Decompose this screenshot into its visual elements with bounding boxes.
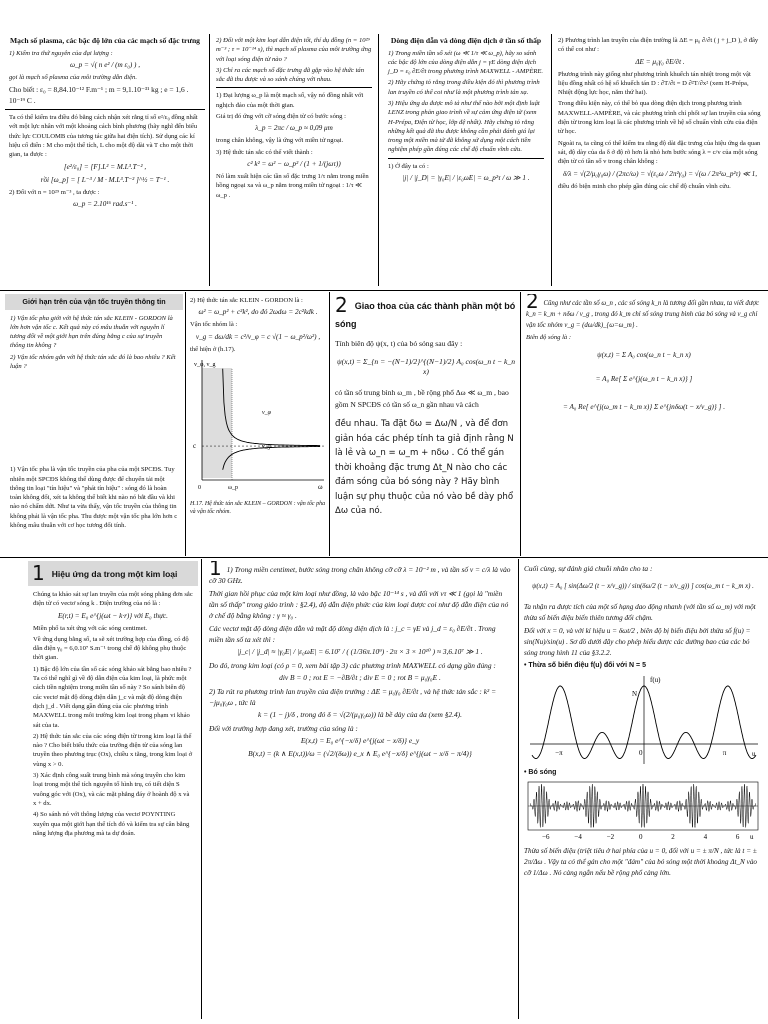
panel-group-velocity: [188, 294, 328, 556]
answer-wavelength-intro: Giá trị đó ứng với cỡ sóng điện từ có bước sóng :: [216, 113, 346, 121]
answer-1: [209, 563, 511, 586]
question-spectrum: có tần số trung bình ω_m , bề rộng phổ Δω ≪ ω_m , bao gồm N SPCĐS có tần số ω_n gần nhau và cách: [335, 388, 509, 409]
equation-psi-final: ψ(x,t) = A₀ [ sin(Δω/2 (t − x/v_g)) / sin(δω/2 (t − x/v_g)) ] cos(ω_m t − k_m x) .: [532, 583, 754, 590]
vertical-rule: [551, 34, 552, 286]
vertical-rule: [209, 34, 210, 286]
question-2: 2) Vận tốc nhóm gắn với hệ thức tán sắc đó là bao nhiêu ? Kết luận ?: [10, 353, 176, 370]
answer-uv: trong chân không, vậy là ứng với miền tử ngoại.: [216, 137, 344, 145]
vg-label: v_g: [262, 443, 271, 450]
x-tick-label: π: [722, 749, 727, 758]
equation-plasma: ω_p = √( n e² / (m ε₀) ) ,: [69, 60, 141, 69]
answer-2: 2) Phương trình lan truyền của điện trường là ΔE = μ₀ ∂/∂t ( j + j_D ), ở đây có thể coi như :: [558, 37, 759, 54]
question-1: 1) Bậc độ lớn của tần số các sóng khảo sát bằng bao nhiêu ? Ta có thể nghĩ gì về độ dẫn điện của kim loại, là phức một cách tiền nghiệm trong miền tần số này ? So sánh biên độ các vectơ mật độ dòng điện dẫn j_c và mật độ dòng điện dịch j_d . Viết dạng gần đúng của các phương trình MAXWELL trong môi trường kim loại trong phạm vi khảo sát của ta.: [33, 665, 192, 729]
x-tick-label: −π: [555, 749, 563, 758]
panel-title: Giới hạn trên của vận tốc truyền thông tin: [22, 297, 166, 306]
equation-ratio: |j_c| / |j_d| ≈ |γ₀E| / |ε₀ωE| = 6.10⁷ / ( (1/36π.10⁹) · 2π × 3 × 10¹⁰ ) ≈ 3,6.10⁷ ≫ 1 .: [237, 647, 483, 656]
panel-plasma-answer: [214, 36, 374, 286]
origin-label: 0: [198, 484, 201, 491]
question-handwritten: đều nhau. Ta đặt δω = Δω/N , và để đơn giản hóa các phép tính ta giả định rằng N là lẻ và ω_n = ω_m + nδω . Có thể gán thời khoảng đặc trưng Δt_N nào cho các đám sóng của bó sóng này ? Hãy bình luận sự phụ thuộc của nó vào bề dày phổ Δω của nó.: [335, 419, 514, 516]
panel-plasma-frequency: [5, 36, 205, 286]
equation-k: k = (1 − j)/δ , trong đó δ = √(2/(μ₀γ₀ω)) là bề dày của da (xem §2.4).: [258, 710, 462, 719]
answer-currents: Các vectơ mật độ dòng điện dẫn và mật độ dòng điện dịch là : j_c = γE và j_d = ε₀ ∂E/∂t . Trong miền tần số ta xét thì :: [209, 624, 496, 644]
answer-3: 3) Hệ thức tán sắc có thể viết thành :: [216, 148, 313, 156]
answer-intro: [526, 296, 762, 331]
x-axis-label: ω: [318, 482, 323, 491]
answer-frequencies: Nó làm xuất hiện các tần số đặc trưng 1/τ nằm trong miền hồng ngoại xa và ω_p nằm trong miền tử ngoại : 1/τ ≪ ω_p .: [216, 172, 369, 199]
section-number: 2: [526, 294, 539, 313]
question-2: 2) Đối với một kim loại dẫn điện tốt, thí dụ đồng (n = 10²⁹ m⁻³ ; τ = 10⁻¹⁴ s), thì mạch số plasma của môi trường ứng với loại sóng điện từ nào ?: [216, 37, 372, 63]
vertical-rule: [201, 559, 202, 1019]
answer-1: 1) Vận tốc pha là vận tốc truyền của pha của một SPCĐS. Tuy nhiên một SPCĐS không thể dùng được để chuyển tải một thông tin loại "tín hiệu" và "phát tín hiệu" : sóng đó là hoàn toàn không đổi, xét ta không thể biết khi nào nó bắt đầu và khi nào nó chấm dứt. Như ta vừa thấy, vận tốc truyền của thông tin không phải là vận tốc pha. Thu được một vận tốc pha lớn hơn c không mâu thuẫn với cơ học tương đối tính.: [10, 466, 178, 530]
equation-wavelength: λ_p = 2πc / ω_p ≈ 0,09 μm: [255, 124, 333, 133]
vertical-rule: [378, 34, 379, 286]
x-tick-label: −4: [574, 832, 582, 841]
c-label: c: [193, 441, 197, 450]
answer-conclusion: điều đó biện minh cho phép gần đúng các chế độ chuẩn vĩnh cửu.: [558, 182, 731, 190]
section-title: Hiệu ứng da trong một kim loại: [51, 569, 178, 579]
x-axis-label: u: [752, 750, 756, 759]
equation-dimension: [e²/ε₀] = [F].L² = M.L³.T⁻² ,: [63, 162, 147, 171]
bullet-modulation-factor: • Thừa số biến điệu f(u) đối với N = 5: [524, 662, 646, 669]
text-copper: Về ứng dụng bằng số, ta sẽ xét trường hợp của đồng, có độ dẫn điện γ₀ = 6,0.10⁷ S.m⁻¹ trong chế độ không phụ thuộc thời gian.: [33, 635, 189, 662]
x-tick-label: −2: [606, 832, 615, 841]
answer-intro: Cuối cùng, sự đánh giá chuỗi nhân cho ta :: [524, 564, 653, 573]
given-data: Cho biết : ε₀ = 8,84.10⁻¹² F.m⁻¹ ; m = 9,1.10⁻³¹ kg ; e = 1,6 . 10⁻¹⁹ C .: [9, 85, 189, 106]
equation-B: B(x,t) = (k ∧ E(x,t))/ω = (√2/(δω)) e_x ∧ E₀ e^{−x/δ} e^{j(ωt − x/δ − π/4)}: [248, 749, 472, 758]
divider: [216, 87, 372, 88]
x-tick-label: 0: [639, 749, 643, 758]
velocity-chart: [190, 356, 326, 498]
question-2: 2) Đối với n = 10²⁹ m⁻³ , ta được :: [9, 188, 100, 196]
answer-text: Cũng như các tần số ω_n , các số sóng k_n là tương đối gần nhau, ta viết được k_n = k_m + nδω / v_g , trong đó k_m chỉ số sóng trung bình của bó sóng và v_g chỉ vận tốc nhóm v_g = (dω/dk)_{ω=ω_m} .: [526, 300, 760, 329]
answer-text: 1) Trong miền centimet, bước sóng trong chân không cỡ cỡ λ = 10⁻² m , và tần số v = c/λ là vào cỡ 30 GHz.: [209, 565, 511, 585]
answer-skin-depth: Ngoài ra, ta cũng có thể kiểm tra rằng độ dài đặc trưng của hiệu ứng da quan sát, độ dày của da δ ở độ rõ hơn là nhỏ hơn bước sóng λ = c/v của một sóng điện từ có tần số v trong chân không :: [558, 139, 761, 166]
text-figure-ref: thể hiện ở (h.17).: [190, 345, 236, 353]
equation-omega-dim: rồi [ω_p] = [ L⁻³ / M · M.L³.T⁻² ]^½ = T⁻¹ .: [40, 175, 170, 184]
equation-ratio: δ/λ = √(2/μ₀γ₀ω) / (2πc/ω) = √(ε₀ω / 2π²γ₀) = √(ω / 2π²ω_p²τ) ≪ 1,: [562, 169, 758, 178]
equation-dispersion: c² k² = ω² − ω_p² / (1 + 1/(jωτ)): [247, 159, 341, 168]
question-text: Tính biên độ ψ(x, t) của bó sóng sau đây :: [335, 339, 463, 348]
panel-skin-effect: [28, 561, 198, 1016]
vertical-rule: [185, 292, 186, 556]
forbidden-band: [202, 368, 232, 478]
question-1: 1) Kiểm tra thứ nguyên của đại lượng :: [9, 49, 113, 57]
answer-2: 2) Ta rút ra phương trình lan truyền của điện trường : ΔE = μ₀γ₀ ∂E/∂t , và hệ thức tán sắc : k² = −jμ₀γ₀ω , tức là: [209, 687, 497, 707]
answer-fields-intro: Đối với trường hợp đang xét, trường của sóng là :: [209, 724, 358, 733]
vertical-rule: [329, 292, 330, 556]
answer-maxwell-intro: Do đó, trong kim loại (có ρ = 0, xem bài tập 3) các phương trình MAXWELL có dạng gần đúng :: [209, 661, 496, 670]
intro: Chúng ta khảo sát sự lan truyền của một sóng phẳng đơn sắc điện từ có vectơ sóng k . Điện trường của nó là :: [33, 591, 193, 608]
question-2: 2) Hãy chứng tỏ rằng trong điều kiện đó thì phương trình lan truyền có thể coi như là một phương trình tản xạ.: [388, 79, 540, 96]
question-1: 1) Vận tốc pha giới với hệ thức tán sắc KLEIN - GORDON là lớn hơn vận tốc c. Kết quả này có mâu thuẫn với nguyên lí tương đối về một giới hạn trên đúng bằng c của sự truyền thông tin không ?: [10, 314, 173, 350]
equation-klein-gordon: ω² = ω_p² + c²k², do đó 2ωdω = 2c²kdk .: [198, 308, 318, 317]
bullet-wave-packet: • Bó sóng: [524, 769, 557, 777]
title-bar: [5, 294, 183, 310]
panel-conduction-current: [386, 36, 546, 286]
vphi-label: v_φ: [262, 409, 271, 416]
section-title: Giao thoa của các thành phần một bó sóng: [335, 301, 516, 329]
x-tick-label: −6: [542, 832, 550, 841]
text-plasma-def: gọi là mạch số plasma của môi trường dẫn điện.: [9, 73, 137, 81]
text-domain: Miền phổ ta xét ứng với các sóng centimet.: [33, 624, 148, 632]
title-bar: [28, 561, 198, 586]
peak-label: N: [632, 690, 638, 699]
x-tick-label: 0: [639, 832, 643, 841]
section-number: 1: [32, 561, 45, 585]
question-2: 2) Hệ thức tán sắc của các sóng điện từ trong kim loại là thế nào ? Cho biết biểu thức của trường điện từ của sóng lan truyền theo phương trục (Ox), chiều x tăng, trong kim loại ở vùng x > 0.: [33, 732, 193, 768]
equation-sum: ψ(x,t) = Σ_{n = −(N−1)/2}^{(N−1)/2} A₀ cos(ω_n t − k_n x): [336, 357, 516, 376]
answer-quasistatic: Trong điều kiện này, có thể bỏ qua dòng điện dịch trong phương trình MAXWELL-AMPÈRE, và các phương trình chỉ phối sự lan truyền của sóng điện từ trong kim loại là các phương trình về hệ số chuẩn vĩnh cửu của điện từ học.: [558, 100, 761, 136]
section-number: 1: [209, 561, 222, 580]
answer-relaxation: Thời gian hồi phục của một kim loại như đồng, là vào bậc 10⁻¹⁴ s , và đối với vτ ≪ 1 (gọi là "miền tần số thấp" trong giáo trình : §2.4), độ dẫn điện phức của kim loại được coi như độ dẫn điện của nó ở chế độ bằng không : γ ≈ γ₀ .: [209, 589, 509, 620]
wave-packet-chart: [524, 780, 762, 842]
modulation-factor-chart: [524, 672, 762, 768]
divider: [388, 158, 544, 159]
question-1: 1) Trong miền tần số xét (ω ≪ 1/τ ≪ ω_p), hãy so sánh các bậc độ lớn của dòng điện dẫn j = γE dòng điện dịch j_D = ε₀ ∂E/∂t trong phương trình MAXWELL - AMPÈRE.: [388, 49, 544, 76]
panel-packet-answer: [524, 294, 764, 556]
question-3: 3) Chỉ ra các mạch số đặc trưng đã gặp vào hệ thức tán sắc đã thu được và so sánh chúng với nhau.: [216, 66, 365, 84]
question-3: 3) Xác định công suất trung bình mà sóng truyền cho kim loại trong một thể tích nguyên tố hình trụ, có tiết diện S vuông góc với (Ox), và các mặt phẳng đáy ở hoành độ x và x + dx.: [33, 772, 190, 807]
equation-re-sum: = A₀ Re[ Σ e^{j(ω_n t − k_n x)} ]: [595, 375, 693, 384]
equation-E: E(x,t) = E₀ e^{−x/δ} e^{j(ωt − x/δ)} e_y: [300, 736, 420, 745]
horizontal-rule: [0, 557, 768, 558]
panel-modulation: [522, 561, 764, 1016]
divider: [5, 109, 205, 110]
answer-heat-analogy: Phương trình này giống như phương trình khuếch tán nhiệt trong một vật liệu đồng nhất có hệ số khuếch tán D : ∂T/∂t = D ∂²T/∂x² (xem H-Prépa, Nhiệt động lực học, năm thứ hai).: [558, 70, 751, 97]
equation-psi: ψ(x,t) = Σ A₀ cos(ω_n t − k_n x): [597, 351, 691, 360]
vertical-rule: [520, 292, 521, 556]
x-tick-label: 6: [735, 832, 740, 841]
text-group-velocity: Vận tốc nhóm là :: [190, 321, 238, 329]
x-tick-labels: [542, 833, 740, 841]
panel-wave-packet: [333, 294, 519, 556]
answer-product: Ta nhận ra được tích của một số hạng dao động nhanh (với tần số ω_m) với một thừa số biến điệu biến thiên tương đối chậm.: [524, 603, 756, 622]
answer-2: 2) Hệ thức tán sắc KLEIN - GORDON là :: [190, 297, 303, 304]
figure-caption: H.17. Hệ thức tán sắc KLEIN – GORDON : vận tốc pha và vận tốc nhóm.: [190, 500, 326, 515]
text-dimension: Ta có thể kiểm tra điều đó bằng cách nhận xét rằng tỉ số e²/ε₀ đồng nhất với một lực nhân với một khoảng cách bình phương (hãy nghĩ đến biểu thức lực COULOMB của tương tác giữa hai điện tích). Sử dụng các kí hiệu cổ điển : M cho một thể tích, L cho một độ dài và T cho một thời gian, ta được :: [9, 114, 198, 159]
x-axis-label: u: [750, 832, 754, 841]
horizontal-rule: [0, 290, 768, 291]
panel-skin-answer: [205, 561, 515, 1016]
panel-information-speed: [5, 294, 183, 556]
group-velocity-curve: [223, 443, 320, 469]
y-axis-label: f(u): [650, 676, 661, 685]
equation-ratio: |j| / |j_D| = |γ₀E| / |ε₀ωE| = ω_p²τ / ω ≫ 1 .: [402, 174, 530, 183]
phase-velocity-curve: [223, 369, 320, 446]
x-tick-label: 2: [671, 832, 675, 841]
section-header: [335, 296, 517, 332]
panel-title: Dòng điện dẫn và dòng điện dịch ở tần số thấp: [390, 36, 542, 45]
vertical-rule: [518, 559, 519, 1019]
omega-p-label: ω_p: [228, 484, 238, 491]
equation-group-velocity: v_g = dω/dk = c²/v_φ = c √(1 − ω_p²/ω²) ,: [195, 332, 321, 341]
wave-packet-curve: [530, 784, 756, 828]
equation-maxwell: div B = 0 ; rot E = −∂B/∂t ; div E = 0 ; rot B = μ₀γ₀E .: [279, 673, 441, 682]
y-axis-label: v_φ, v_g: [194, 361, 216, 368]
x-tick-label: 4: [703, 832, 708, 841]
equation-field: E(r,t) = E₀ e^{j(ωt − k·r)} với E₀ thực.: [58, 611, 168, 620]
answer-1: 1) Đại lượng ω_p là một mạch số, vậy nó đồng nhất với nghịch đảo của một thời gian.: [216, 92, 364, 109]
panel-title: Mạch số plasma, các bậc độ lớn của các mạch số đặc trưng: [10, 36, 200, 45]
answer-amplitude-intro: Biên độ sóng là :: [526, 334, 572, 341]
answer-1: 1) Ở đây ta có :: [388, 162, 429, 170]
panel-diffusion: [556, 36, 764, 286]
equation-diffusion: ΔE = μ₀γ₀ ∂E/∂t .: [635, 57, 685, 66]
question-4: 4) So sánh nó với thông lượng của vectơ POYNTING xuyên qua một giới hạn thể tích đó và kiểm tra sự cân bằng năng lượng địa phương mà ta dự đoán.: [33, 811, 190, 837]
equation-factored: = A₀ Re[ e^{j(ω_m t − k_m x)} Σ e^{jnδω(t − x/v_g)} ] .: [562, 403, 725, 412]
question-3: 3) Hiệu ứng da được mô tả như thế nào bởi một định luật LENZ trong phản giao trình về sự cảm ứng điện từ (xem H-Prépa, Điện từ học, lớp đệ nhất). Hãy chứng tỏ rằng những kết quả đã thu được không cần phải đánh giá lại trong một miền mà tử đã không sử dụng một cách tiền nghiệm phép gần đúng các chế độ chuẩn vĩnh cửu.: [388, 99, 540, 154]
answer-modulation: Đối với x = 0, và với kí hiệu u = δωt/2 , biên độ bị biến điệu bởi thừa số f(u) = sin(Nu)/sin(u) . Sơ đồ dưới đây cho phép hiểu được các đường bao của các bó sóng trong hình 11 của §3.2.2.: [524, 627, 751, 657]
equation-result: ω_p = 2.10¹⁶ rad.s⁻¹ .: [73, 199, 137, 208]
spacer: [10, 373, 178, 465]
section-number: 2: [335, 294, 348, 317]
answer-conclusion: Thừa số biến điệu (triệt tiêu ở hai phía của u = 0, đối với u = ± π/N , tức là t = ± 2π/Δω . Vậy ta có thể gán cho một "đám" của bó sóng một thời khoảng Δt_N vào cỡ 1/Δω . Nó càng ngắn nếu bề rộng phổ càng lớn.: [524, 846, 758, 877]
